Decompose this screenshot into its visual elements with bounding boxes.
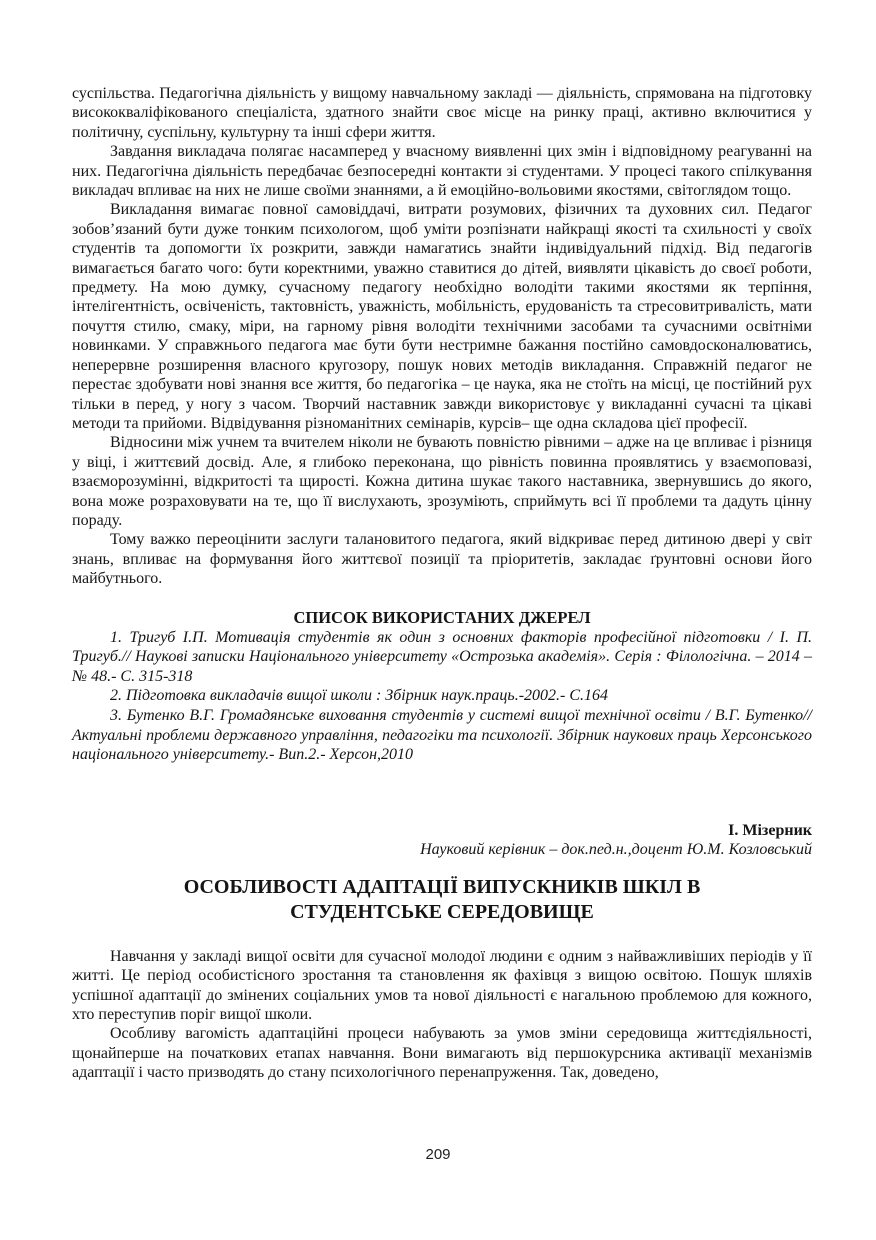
byline: [72, 821, 812, 859]
paragraph: Завдання викладача полягає насамперед у вчасному виявленні цих змін і відповідному реагуванні на них. Педагогічна діяльність передбачає безпосередні контакти зі студентами. У процесі такого спілкування викладач впливає на них не лише своїми знаннями, а й емоційно-вольовими якостями, світоглядом тощо.: [72, 143, 812, 200]
author-name: І. Мізерник: [728, 821, 812, 839]
reference-item: 1. Тригуб І.П. Мотивація студентів як один з основних факторів професійної підготовки / І. П. Тригуб.// Наукові записки Національного університету «Острозька академія». Серія : Філологічна. – 2014 – № 48.- С. 315-318: [72, 628, 812, 685]
reference-item: 2. Підготовка викладачів вищої школи : Збірник наук.праць.-2002.- С.164: [110, 687, 609, 705]
references-section: [72, 608, 812, 765]
paragraph: Особливу вагомість адаптаційні процеси набувають за умов зміни середовища життєдіяльності, щонайперше на початкових етапах навчання. Вони вимагають від першокурсника активації механізмів адаптації і часто призводять до стану психологічного перенапруження. Так, доведено,: [72, 1025, 812, 1082]
paragraph: Тому важко переоцінити заслуги талановитого педагога, який відкриває перед дитиною двері у світ знань, впливає на формування його життєвої позиції та пріоритетів, закладає ґрунтовні основи його майбутнього.: [72, 531, 812, 588]
paragraph: Навчання у закладі вищої освіти для сучасної молодої людини є одним з найважливіших періодів у її житті. Це період особистісного зростання та становлення як фахівця з вищою освітою. Пошук шляхів успішної адаптації до змінених соціальних умов та нової діяльності є нагальною проблемою для кожного, хто переступив поріг вищої школи.: [72, 947, 812, 1023]
paragraph: Викладання вимагає повної самовіддачі, витрати розумових, фізичних та духовних сил. Педагог зобов’язаний бути дуже тонким психологом, щоб уміти розпізнати найкращі якості та схильності у своїх студентів та допомогти їх розкрити, завжди намагатись знайти індивідуальний підхід. Від педагогів вимагається багато чого: бути коректними, уважно ставитися до дітей, виявляти цікавість до своєї роботи, предмету. На мою думку, сучасному педагогу необхідно володіти такими якостями як терпіння, інтелігентність, освіченість, тактовність, уважність, мобільність, ерудованість та стресовитривалість, мати почуття стилю, смаку, міри, на гарному рівня володіти технічними засобами та сучасними освітніми новинками. У справжнього педагога має бути бути нестримне бажання постійно самовдосконалюватись, неперервне розширення власного кругозору, пошук нових методів викладання. Справжній педагог не перестає здобувати нові знання все життя, бо педагогіка – це наука, яка не стоїть на місці, це постійний рух тільки в перед, у ногу з часом. Творчий наставник завжди використовує у викладанні сучасні та цікаві методи та прийоми. Відвідування різноманітних семінарів, курсів– ще одна складова цієї професії.: [72, 201, 812, 432]
next-article-section: [72, 821, 812, 1083]
supervisor-line: Науковий керівник – док.пед.н.,доцент Ю.М. Козловський: [420, 840, 812, 858]
page-number: 209: [425, 1146, 451, 1163]
paragraph: Відносини між учнем та вчителем ніколи не бувають повністю рівними – адже на це впливає і різниця у віці, і життєвий досвід. Але, я глибоко переконана, що рівність повинна проявлятись у взаємоповазі, взаєморозумінні, відкритості та щирості. Кожна дитина шукає такого наставника, звернувшись до якого, вона може розраховувати на те, що її вислухають, зрозуміють, сприймуть всі її проблеми та дадуть цінну пораду.: [72, 434, 812, 529]
references-heading: СПИСОК ВИКОРИСТАНИХ ДЖЕРЕЛ: [293, 607, 591, 627]
paragraph: суспільства. Педагогічна діяльність у вищому навчальному закладі — діяльність, спрямована на підготовку висококваліфікованого спеціаліста, здатного знайти своє місце на ринку праці, активно включитися у політичну, суспільну, культурну та інші сфери життя.: [72, 85, 812, 141]
article-title: ОСОБЛИВОСТІ АДАПТАЦІЇ ВИПУСКНИКІВ ШКІЛ В СТУДЕНТСЬКЕ СЕРЕДОВИЩЕ: [183, 875, 701, 924]
article-continuation-section: [72, 84, 812, 589]
reference-item: 3. Бутенко В.Г. Громадянське виховання студентів у системі вищої технічної освіти / В.Г. Бутенко// Актуальні проблеми державного управління, педагогіки та психології. Збірник наукових праць Херсонського національного університету.- Вип.2.- Херсон,2010: [72, 706, 812, 764]
